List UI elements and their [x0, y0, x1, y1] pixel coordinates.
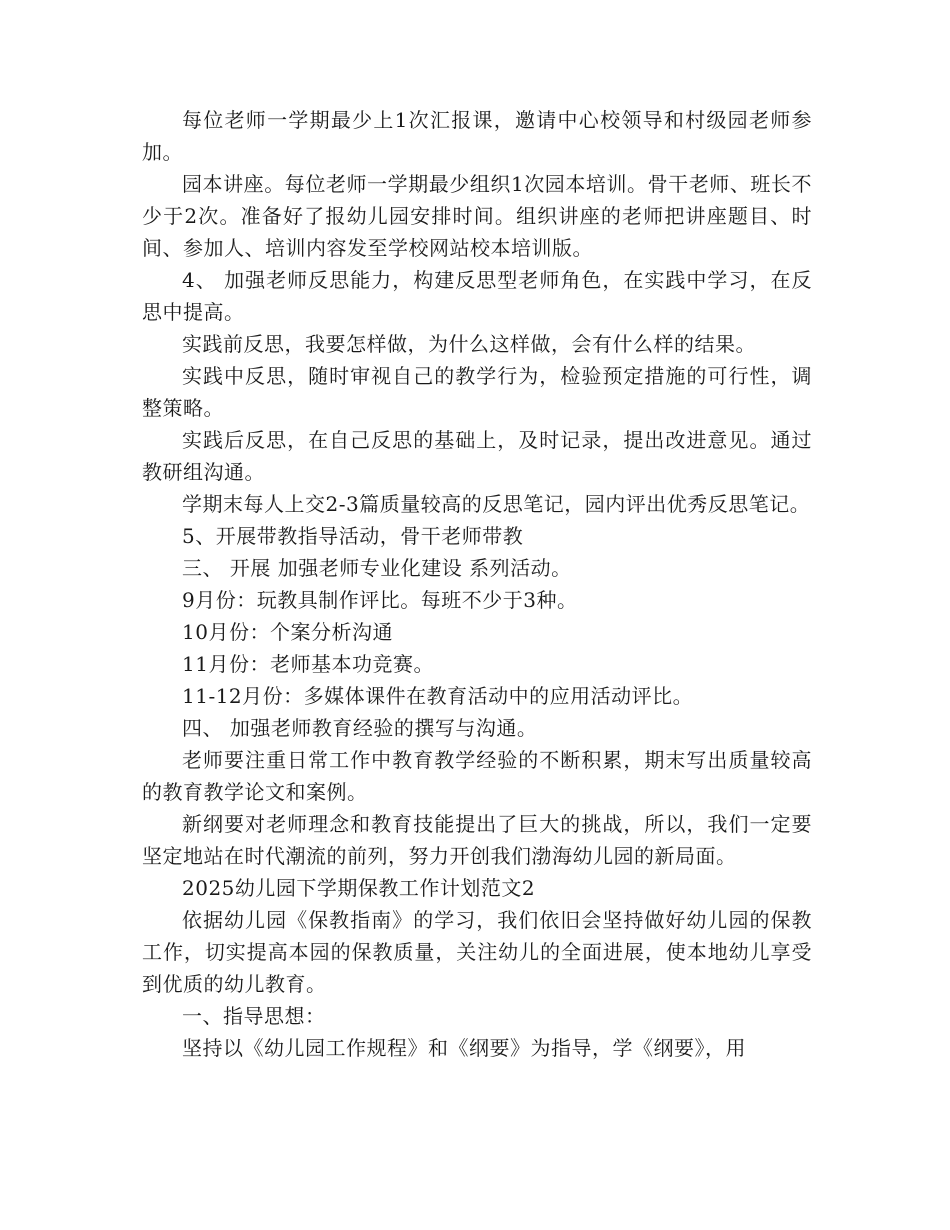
paragraph: 坚持以《幼儿园工作规程》和《纲要》为指导，学《纲要》，用 — [182, 1036, 746, 1060]
section-heading: 一、指导思想： — [182, 1004, 326, 1028]
paragraph: 11月份：老师基本功竞赛。 — [182, 652, 434, 676]
section-heading: 四、 加强老师教育经验的撰写与沟通。 — [182, 716, 538, 740]
paragraph: 实践前反思，我要怎样做，为什么这样做，会有什么样的结果。 — [182, 332, 756, 356]
paragraph: 老师要注重日常工作中教育教学经验的不断积累，期末写出质量较高的教育教学论文和案例。 — [142, 748, 812, 804]
paragraph: 9月份：玩教具制作评比。每班不少于3种。 — [182, 588, 578, 612]
section-heading: 三、 开展 加强老师专业化建设 系列活动。 — [182, 556, 572, 580]
paragraph: 学期末每人上交2-3篇质量较高的反思笔记，园内评出优秀反思笔记。 — [182, 492, 811, 516]
paragraph: 实践后反思，在自己反思的基础上，及时记录，提出改进意见。通过教研组沟通。 — [142, 428, 812, 484]
paragraph: 新纲要对老师理念和教育技能提出了巨大的挑战，所以，我们一定要坚定地站在时代潮流的前列，努力开创我们渤海幼儿园的新局面。 — [142, 812, 812, 868]
paragraph: 每位老师一学期最少上1次汇报课，邀请中心校领导和村级园老师参加。 — [142, 108, 812, 164]
paragraph: 园本讲座。每位老师一学期最少组织1次园本培训。骨干老师、班长不少于2次。准备好了报幼儿园安排时间。组织讲座的老师把讲座题目、时间、参加人、培训内容发至学校网站校本培训版。 — [142, 172, 812, 260]
paragraph: 11-12月份：多媒体课件在教育活动中的应用活动评比。 — [182, 684, 694, 708]
paragraph: 4、 加强老师反思能力，构建反思型老师角色，在实践中学习，在反思中提高。 — [142, 268, 812, 324]
document-body — [142, 104, 812, 1064]
paragraph: 5、开展带教指导活动，骨干老师带教 — [182, 524, 524, 548]
document-subtitle: 2025幼儿园下学期保教工作计划范文2 — [182, 876, 536, 900]
paragraph: 实践中反思，随时审视自己的教学行为，检验预定措施的可行性，调整策略。 — [142, 364, 812, 420]
paragraph: 10月份：个案分析沟通 — [182, 620, 393, 644]
paragraph: 依据幼儿园《保教指南》的学习，我们依旧会坚持做好幼儿园的保教工作，切实提高本园的保教质量，关注幼儿的全面进展，使本地幼儿享受到优质的幼儿教育。 — [142, 908, 812, 996]
